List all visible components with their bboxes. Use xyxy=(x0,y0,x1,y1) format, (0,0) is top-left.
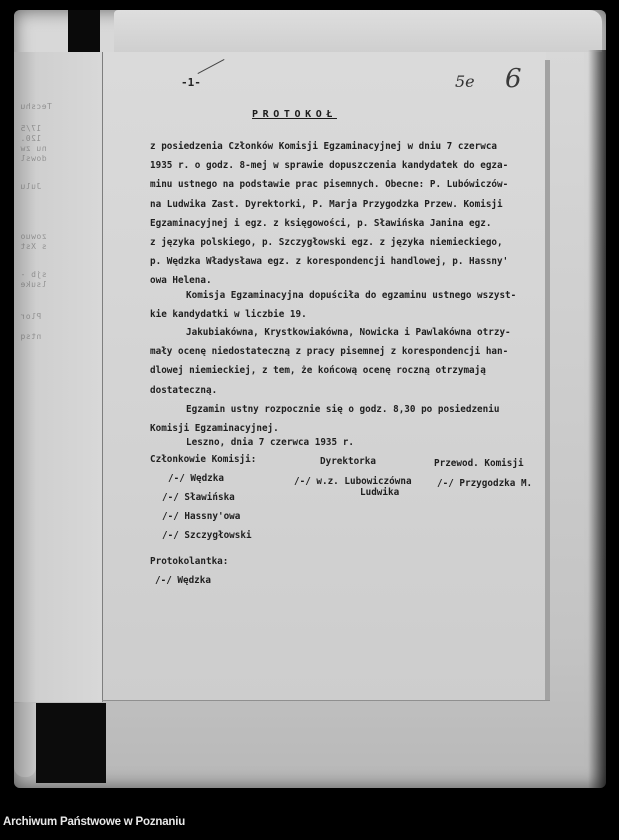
text-line: Komisja Egzaminacyjna dopuściła do egzaminu ustnego wszyst- xyxy=(186,290,517,301)
page-number: -1- xyxy=(181,76,201,89)
bleedthrough-text: 120. xyxy=(20,134,42,143)
text-line: p. Wędzka Władysława egz. z korespondencji handlowej, p. Hassny' xyxy=(150,256,509,268)
director-signature-name: Ludwika xyxy=(360,487,400,498)
bleedthrough-text: Julu xyxy=(20,182,42,191)
recorder-heading: Protokolantka: xyxy=(150,556,229,567)
bleedthrough-text: sjb - xyxy=(20,270,47,279)
bleedthrough-text: nu zw xyxy=(20,144,47,153)
chair-heading: Przewod. Komisji xyxy=(434,458,524,469)
text-line: dostateczną. xyxy=(150,384,218,396)
member-signature: /-/ Sławińska xyxy=(162,492,235,503)
place-date xyxy=(150,433,550,452)
text-line: dlowej niemieckiej, z tem, że końcową ocenę roczną otrzymają xyxy=(150,365,486,377)
bleedthrough-text: Plor xyxy=(20,312,42,321)
binding-clip-lip xyxy=(14,703,36,777)
member-signature: /-/ Szczygłowski xyxy=(162,530,252,541)
director-heading: Dyrektorka xyxy=(320,456,376,467)
member-signature: /-/ Hassny'owa xyxy=(162,511,241,522)
adjacent-leaf-bleedthrough xyxy=(14,52,103,702)
archive-caption: Archiwum Państwowe w Poznaniu xyxy=(3,816,186,828)
text-line: na Ludwika Zast. Dyrektorki, P. Marja Przygodzka Przew. Komisji xyxy=(150,198,503,210)
handwritten-folio-mark: 5e xyxy=(455,72,475,91)
text-line: minu ustnego na podstawie prac pisemnych. Obecne: P. Lubówiczów- xyxy=(150,179,509,191)
text-line: Egzamin ustny rozpocznie się o godz. 8,30 po posiedzeniu xyxy=(186,404,500,415)
binding-clip-top xyxy=(68,10,100,54)
bleedthrough-text: ntsq xyxy=(20,332,42,341)
grades-paragraph xyxy=(150,323,550,400)
members-heading: Członkowie Komisji: xyxy=(150,454,257,465)
text-line: mały ocenę niedostateczną z pracy pisemnej z korespondencji han- xyxy=(150,346,509,358)
text-line: z posiedzenia Członków Komisji Egzaminacyjnej w dniu 7 czerwca xyxy=(150,141,498,152)
text-line: z języka polskiego, p. Szczygłowski egz. z języka niemieckiego, xyxy=(150,236,503,248)
text-line: Egzaminacyjnej i egz. z księgowości, p. Sławińska Janina egz. xyxy=(150,217,492,229)
document-title: PROTOKOŁ xyxy=(252,109,337,120)
binding-clip-bottom xyxy=(36,703,106,783)
bleedthrough-text: dowsl xyxy=(20,154,47,163)
handwritten-folio-number: 6 xyxy=(505,64,522,94)
intro-paragraph xyxy=(150,137,550,291)
recorder-signature: /-/ Wędzka xyxy=(155,575,211,586)
text-line: Komisji Egzaminacyjnej. xyxy=(150,423,279,435)
bleedthrough-text: 17/5 xyxy=(20,124,42,133)
page-bottom-edge xyxy=(102,700,550,701)
text-line: 1935 r. o godz. 8-mej w sprawie dopuszczenia kandydatek do egza- xyxy=(150,160,509,172)
bleedthrough-text: zowuo xyxy=(20,232,47,241)
text-line: Jakubiakówna, Krystkowiakówna, Nowicka i Pawlakówna otrzy- xyxy=(186,327,511,338)
text-line: Leszno, dnia 7 czerwca 1935 r. xyxy=(186,437,354,448)
member-signature: /-/ Wędzka xyxy=(168,473,224,484)
bleedthrough-text: s Xst xyxy=(20,242,47,251)
text-line: owa Helena. xyxy=(150,275,212,287)
bleedthrough-text: Tecshu xyxy=(20,102,52,111)
text-line: kie kandydatki w liczbie 19. xyxy=(150,309,307,321)
chair-signature: /-/ Przygodzka M. xyxy=(437,478,533,489)
director-signature: /-/ w.z. Lubowiczówna xyxy=(294,476,412,487)
admission-paragraph xyxy=(150,286,550,324)
bleedthrough-text: lsuke xyxy=(20,280,47,289)
frame-shadow xyxy=(588,50,606,790)
frame-top-strip xyxy=(114,10,602,52)
